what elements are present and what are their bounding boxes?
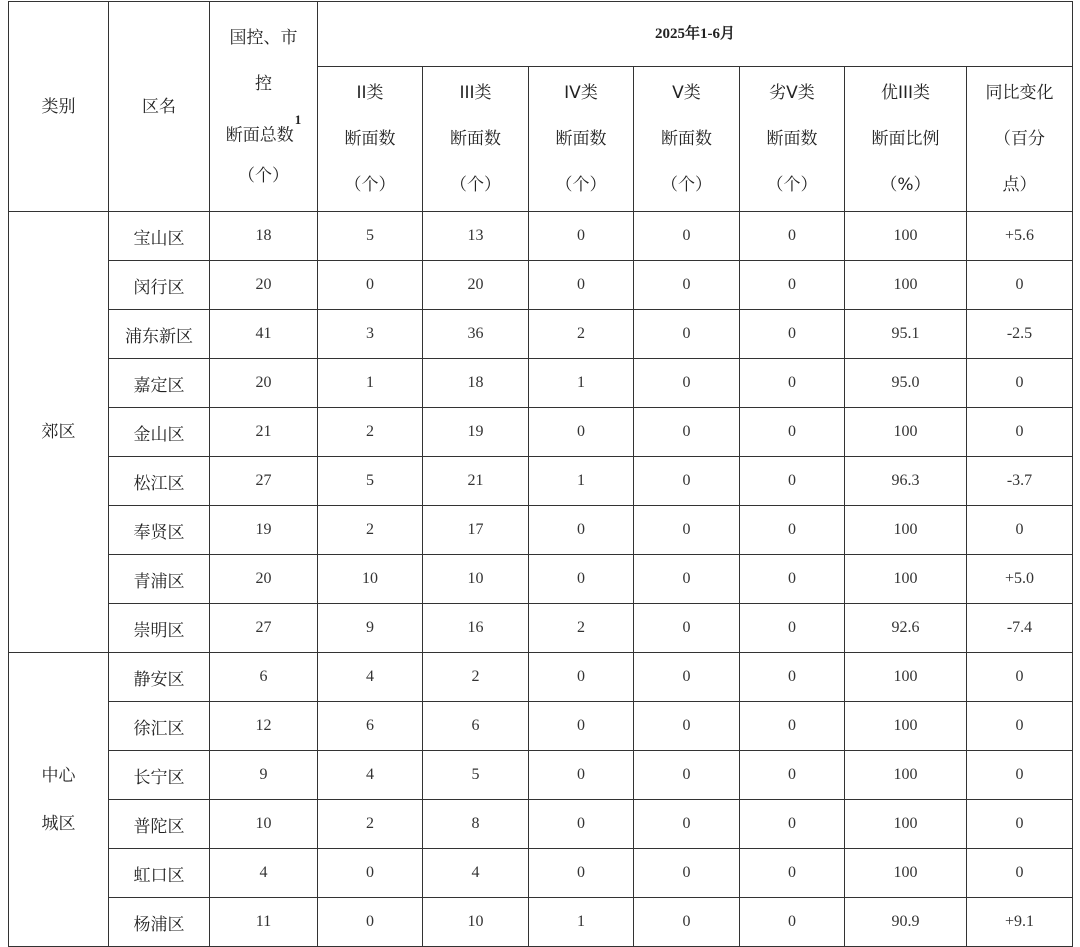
class-ii-cell: 10 <box>318 555 423 604</box>
class-ii-cell: 5 <box>318 212 423 261</box>
ratio-cell: 100 <box>845 800 967 849</box>
header-class-iii: III类 断面数 （个） <box>423 67 529 212</box>
change-cell: 0 <box>967 408 1073 457</box>
ratio-cell: 92.6 <box>845 604 967 653</box>
class-iii-cell: 19 <box>423 408 529 457</box>
class-iii-cell: 21 <box>423 457 529 506</box>
ratio-cell: 100 <box>845 261 967 310</box>
district-cell: 长宁区 <box>109 751 210 800</box>
district-cell: 杨浦区 <box>109 898 210 947</box>
table-row <box>9 751 1073 800</box>
total-cell: 10 <box>210 800 318 849</box>
class-v-cell: 0 <box>634 702 740 751</box>
class-iv-cell: 0 <box>529 261 634 310</box>
total-cell: 27 <box>210 604 318 653</box>
class-worse-v-cell: 0 <box>740 359 845 408</box>
total-cell: 27 <box>210 457 318 506</box>
district-cell: 青浦区 <box>109 555 210 604</box>
ratio-cell: 95.0 <box>845 359 967 408</box>
header-category: 类别 <box>9 2 109 212</box>
class-ii-cell: 3 <box>318 310 423 359</box>
class-worse-v-cell: 0 <box>740 751 845 800</box>
class-ii-cell: 0 <box>318 261 423 310</box>
change-cell: 0 <box>967 506 1073 555</box>
class-iv-cell: 0 <box>529 653 634 702</box>
table-header <box>9 2 1073 212</box>
class-worse-v-cell: 0 <box>740 604 845 653</box>
class-worse-v-cell: 0 <box>740 261 845 310</box>
class-ii-cell: 4 <box>318 653 423 702</box>
ratio-cell: 100 <box>845 506 967 555</box>
class-iii-cell: 17 <box>423 506 529 555</box>
total-cell: 12 <box>210 702 318 751</box>
class-iii-cell: 20 <box>423 261 529 310</box>
ratio-cell: 100 <box>845 653 967 702</box>
class-worse-v-cell: 0 <box>740 849 845 898</box>
class-iii-cell: 5 <box>423 751 529 800</box>
class-iii-cell: 4 <box>423 849 529 898</box>
class-iv-cell: 1 <box>529 359 634 408</box>
total-cell: 21 <box>210 408 318 457</box>
change-cell: 0 <box>967 653 1073 702</box>
total-cell: 41 <box>210 310 318 359</box>
total-cell: 6 <box>210 653 318 702</box>
change-cell: 0 <box>967 359 1073 408</box>
class-worse-v-cell: 0 <box>740 800 845 849</box>
class-iii-cell: 10 <box>423 898 529 947</box>
class-iv-cell: 0 <box>529 555 634 604</box>
table-row <box>9 898 1073 947</box>
class-v-cell: 0 <box>634 653 740 702</box>
class-ii-cell: 5 <box>318 457 423 506</box>
header-period: 2025年1-6月 <box>318 2 1073 67</box>
ratio-cell: 90.9 <box>845 898 967 947</box>
change-cell: +9.1 <box>967 898 1073 947</box>
change-cell: -2.5 <box>967 310 1073 359</box>
table-row <box>9 849 1073 898</box>
class-worse-v-cell: 0 <box>740 310 845 359</box>
change-cell: 0 <box>967 751 1073 800</box>
class-v-cell: 0 <box>634 457 740 506</box>
district-cell: 嘉定区 <box>109 359 210 408</box>
ratio-cell: 100 <box>845 849 967 898</box>
class-worse-v-cell: 0 <box>740 653 845 702</box>
class-ii-cell: 2 <box>318 408 423 457</box>
class-iii-cell: 13 <box>423 212 529 261</box>
class-ii-cell: 6 <box>318 702 423 751</box>
district-cell: 松江区 <box>109 457 210 506</box>
category-cell: 中心 城区 <box>9 653 109 947</box>
district-cell: 宝山区 <box>109 212 210 261</box>
footnote-marker: 1 <box>294 111 302 127</box>
class-iv-cell: 0 <box>529 506 634 555</box>
water-quality-table <box>8 1 1073 947</box>
ratio-cell: 95.1 <box>845 310 967 359</box>
class-v-cell: 0 <box>634 506 740 555</box>
class-v-cell: 0 <box>634 604 740 653</box>
change-cell: +5.0 <box>967 555 1073 604</box>
header-class-worse-v: 劣V类 断面数 （个） <box>740 67 845 212</box>
total-cell: 20 <box>210 261 318 310</box>
district-cell: 静安区 <box>109 653 210 702</box>
class-v-cell: 0 <box>634 849 740 898</box>
change-cell: 0 <box>967 702 1073 751</box>
table-row <box>9 261 1073 310</box>
class-iv-cell: 2 <box>529 604 634 653</box>
class-iv-cell: 0 <box>529 800 634 849</box>
class-iii-cell: 2 <box>423 653 529 702</box>
table-row <box>9 310 1073 359</box>
class-iv-cell: 0 <box>529 408 634 457</box>
class-v-cell: 0 <box>634 751 740 800</box>
change-cell: 0 <box>967 849 1073 898</box>
total-cell: 11 <box>210 898 318 947</box>
district-cell: 徐汇区 <box>109 702 210 751</box>
header-district: 区名 <box>109 2 210 212</box>
district-cell: 浦东新区 <box>109 310 210 359</box>
class-iv-cell: 0 <box>529 212 634 261</box>
district-cell: 闵行区 <box>109 261 210 310</box>
class-worse-v-cell: 0 <box>740 898 845 947</box>
class-worse-v-cell: 0 <box>740 408 845 457</box>
class-worse-v-cell: 0 <box>740 457 845 506</box>
class-iii-cell: 8 <box>423 800 529 849</box>
class-worse-v-cell: 0 <box>740 555 845 604</box>
header-yoy-change: 同比变化 （百分 点） <box>967 67 1073 212</box>
table-row <box>9 800 1073 849</box>
district-cell: 普陀区 <box>109 800 210 849</box>
class-worse-v-cell: 0 <box>740 506 845 555</box>
table-row <box>9 359 1073 408</box>
class-iii-cell: 16 <box>423 604 529 653</box>
class-worse-v-cell: 0 <box>740 702 845 751</box>
class-iii-cell: 6 <box>423 702 529 751</box>
change-cell: -7.4 <box>967 604 1073 653</box>
class-worse-v-cell: 0 <box>740 212 845 261</box>
class-v-cell: 0 <box>634 359 740 408</box>
ratio-cell: 100 <box>845 702 967 751</box>
total-cell: 19 <box>210 506 318 555</box>
table-row <box>9 457 1073 506</box>
class-iii-cell: 10 <box>423 555 529 604</box>
class-ii-cell: 2 <box>318 506 423 555</box>
class-iv-cell: 1 <box>529 457 634 506</box>
change-cell: +5.6 <box>967 212 1073 261</box>
class-v-cell: 0 <box>634 212 740 261</box>
header-class-iv: IV类 断面数 （个） <box>529 67 634 212</box>
change-cell: -3.7 <box>967 457 1073 506</box>
class-iii-cell: 36 <box>423 310 529 359</box>
table-row <box>9 408 1073 457</box>
header-class-v: V类 断面数 （个） <box>634 67 740 212</box>
district-cell: 崇明区 <box>109 604 210 653</box>
class-iv-cell: 2 <box>529 310 634 359</box>
ratio-cell: 100 <box>845 751 967 800</box>
district-cell: 金山区 <box>109 408 210 457</box>
total-cell: 18 <box>210 212 318 261</box>
table-row <box>9 702 1073 751</box>
class-iv-cell: 0 <box>529 751 634 800</box>
total-cell: 9 <box>210 751 318 800</box>
header-class-ii: II类 断面数 （个） <box>318 67 423 212</box>
class-v-cell: 0 <box>634 898 740 947</box>
district-cell: 虹口区 <box>109 849 210 898</box>
class-iii-cell: 18 <box>423 359 529 408</box>
class-v-cell: 0 <box>634 261 740 310</box>
change-cell: 0 <box>967 800 1073 849</box>
ratio-cell: 100 <box>845 212 967 261</box>
table-row <box>9 653 1073 702</box>
total-cell: 20 <box>210 359 318 408</box>
table-row <box>9 506 1073 555</box>
change-cell: 0 <box>967 261 1073 310</box>
class-ii-cell: 1 <box>318 359 423 408</box>
table-body <box>9 212 1073 947</box>
table-row <box>9 604 1073 653</box>
class-v-cell: 0 <box>634 800 740 849</box>
class-v-cell: 0 <box>634 408 740 457</box>
class-ii-cell: 0 <box>318 849 423 898</box>
table-row <box>9 555 1073 604</box>
class-ii-cell: 2 <box>318 800 423 849</box>
category-cell: 郊区 <box>9 212 109 653</box>
class-iv-cell: 0 <box>529 702 634 751</box>
ratio-cell: 100 <box>845 408 967 457</box>
class-ii-cell: 9 <box>318 604 423 653</box>
ratio-cell: 100 <box>845 555 967 604</box>
table-row <box>9 212 1073 261</box>
class-v-cell: 0 <box>634 310 740 359</box>
district-cell: 奉贤区 <box>109 506 210 555</box>
class-ii-cell: 0 <box>318 898 423 947</box>
total-cell: 20 <box>210 555 318 604</box>
class-ii-cell: 4 <box>318 751 423 800</box>
header-ratio: 优III类 断面比例 （%） <box>845 67 967 212</box>
header-total-sections: 国控、市 控 断面总数$^1$ （个） <box>210 2 318 212</box>
class-iv-cell: 0 <box>529 849 634 898</box>
class-v-cell: 0 <box>634 555 740 604</box>
total-cell: 4 <box>210 849 318 898</box>
ratio-cell: 96.3 <box>845 457 967 506</box>
class-iv-cell: 1 <box>529 898 634 947</box>
